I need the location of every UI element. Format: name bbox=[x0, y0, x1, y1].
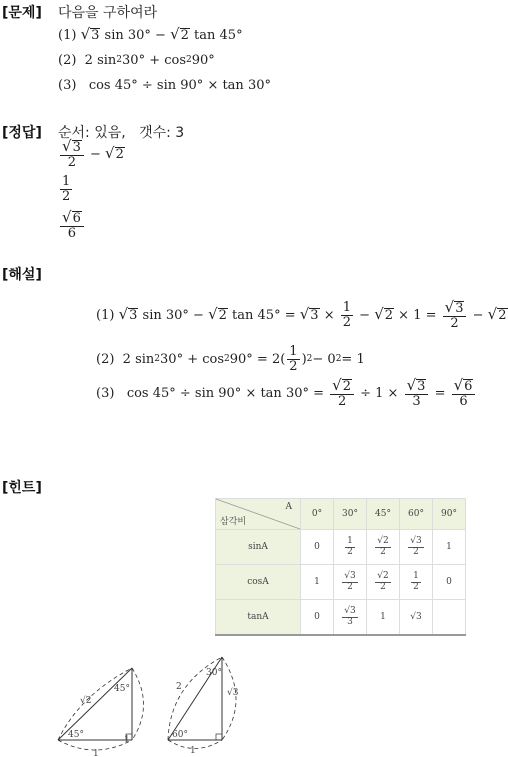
item-number: (2) bbox=[58, 52, 77, 68]
trig-ratio-table bbox=[215, 498, 466, 636]
table-cell: $\frac{√3}{3}$ bbox=[334, 600, 367, 636]
fraction: √ 3 2 bbox=[60, 139, 84, 170]
angle-header: 45° bbox=[367, 499, 400, 530]
answer-1: √ 3 2 − √ 2 bbox=[62, 137, 124, 171]
item-number: (3) bbox=[58, 77, 77, 93]
problem-item-3: (3) cos 45° ÷ sin 90° × tan 30° bbox=[58, 77, 271, 93]
table-cell: $\frac{√3}{2}$ bbox=[334, 565, 367, 600]
table-cell: 0 bbox=[301, 600, 334, 636]
label-base: 1 bbox=[190, 746, 196, 756]
label-angle: 45° bbox=[68, 730, 84, 740]
table-cell: $\frac{√3}{2}$ bbox=[400, 530, 433, 565]
table-row bbox=[216, 565, 466, 600]
explanation-3: (3) cos 45° ÷ sin 90° × tan 30° = √ 2 2 ÷ 1 × √ 3 3 = √ 6 6 bbox=[96, 378, 477, 409]
answer-3 bbox=[58, 210, 86, 241]
angle-header: 90° bbox=[433, 499, 466, 530]
table-cell: $\frac{1}{2}$ bbox=[334, 530, 367, 565]
label-base: 1 bbox=[93, 749, 99, 757]
table-cell: 1 bbox=[301, 565, 334, 600]
sqrt-2: √ 2 bbox=[170, 24, 189, 43]
label-hyp: 2 bbox=[176, 682, 182, 692]
fraction: $\frac{1}{2}$ bbox=[62, 174, 71, 204]
label-angle: 45° bbox=[114, 684, 130, 694]
table-cell: 0 bbox=[433, 565, 466, 600]
row-label: sinA bbox=[216, 530, 301, 565]
explanation-2: (2) 2 sin 2 30° + cos 2 90° = 2( $\frac{1}{2}$ ) 2 − 0 2 = 1 bbox=[96, 344, 365, 374]
table-cell bbox=[433, 600, 466, 636]
row-label: tanA bbox=[216, 600, 301, 636]
problem-instruction: 다음을 구하여라 bbox=[58, 5, 158, 21]
row-label: cosA bbox=[216, 565, 301, 600]
special-triangles-diagram bbox=[50, 645, 310, 755]
problem-item-1: (1) √ 3 sin 30° − √ 2 tan 45° bbox=[58, 24, 243, 43]
table-row bbox=[216, 600, 466, 636]
explanation-1: (1) √ 3 sin 30° − √ 2 tan 45° = √ 3 × $\frac{1}{2}$ − √ 2 × 1 = √ 3 2 − √ 2 bbox=[96, 298, 507, 332]
label-hyp: √2 bbox=[80, 696, 92, 706]
table-cell: $\frac{√2}{2}$ bbox=[367, 565, 400, 600]
hint-heading: [힌트] bbox=[2, 480, 42, 496]
sqrt-3: √ 3 bbox=[80, 24, 100, 43]
fraction: √ 6 6 bbox=[60, 210, 84, 241]
table-cell: 1 bbox=[367, 600, 400, 636]
label-side: √3 bbox=[227, 688, 239, 698]
angle-header: 0° bbox=[301, 499, 334, 530]
table-cell: 0 bbox=[301, 530, 334, 565]
angle-header: 30° bbox=[334, 499, 367, 530]
table-cell: $\frac{√2}{2}$ bbox=[367, 530, 400, 565]
explanation-heading: [해설] bbox=[2, 267, 42, 283]
answer-heading: [정답] bbox=[2, 125, 42, 141]
label-angle: 60° bbox=[172, 730, 188, 740]
table-cell: √3 bbox=[400, 600, 433, 636]
item-number: (1) bbox=[58, 27, 77, 43]
table-corner-cell: A 삼각비 bbox=[216, 499, 301, 530]
table-cell: 1 bbox=[433, 530, 466, 565]
label-side: 1 bbox=[124, 735, 130, 745]
problem-item-2: (2) 2 sin 2 30° + cos 2 90° bbox=[58, 52, 215, 68]
table-row bbox=[216, 530, 466, 565]
angle-header: 60° bbox=[400, 499, 433, 530]
label-angle: 30° bbox=[206, 668, 222, 678]
answer-summary: 순서: 있음, 갯수: 3 bbox=[58, 125, 185, 141]
answer-2 bbox=[58, 175, 74, 203]
table-cell: $\frac{1}{2}$ bbox=[400, 565, 433, 600]
problem-heading: [문제] bbox=[2, 5, 42, 21]
